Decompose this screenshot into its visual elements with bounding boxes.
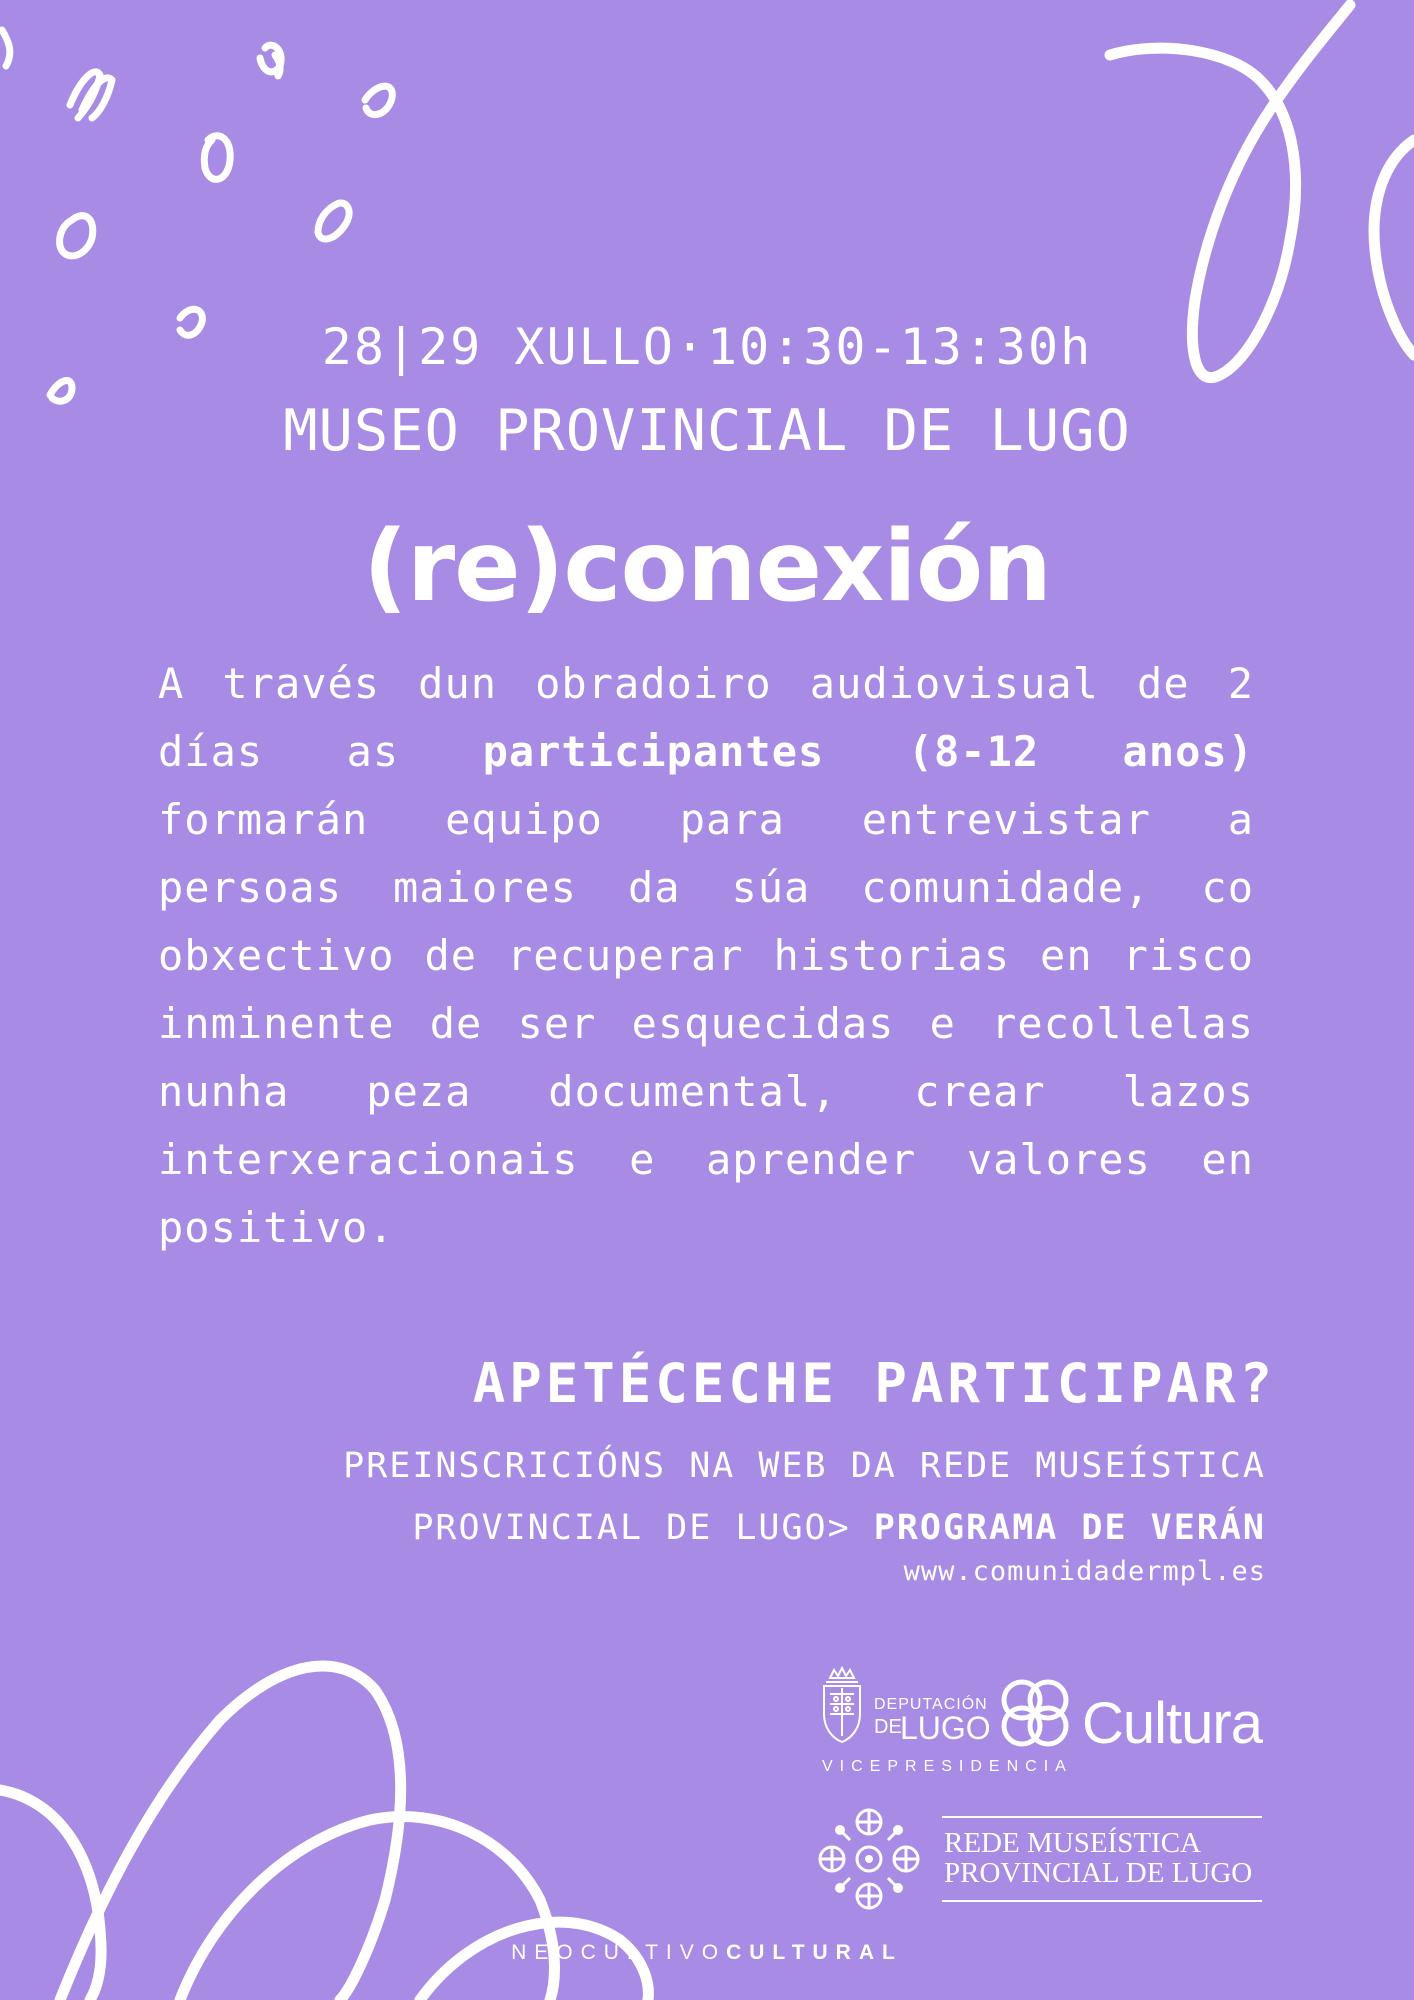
rosette-emblem-icon — [810, 1800, 928, 1918]
deputacion-de-label: DE — [874, 1716, 902, 1738]
rede-bottom-rule — [942, 1900, 1262, 1902]
prereg-text: PREINSCRICIÓNS NA WEB DA REDE MUSEÍSTICA PROVINCIAL DE LUGO> — [343, 1446, 1266, 1548]
vicepresidencia-label: VICEPRESIDENCIA — [822, 1758, 1073, 1775]
footer-brand-bold: CULTURAL — [726, 1941, 903, 1964]
event-date-time: 28|29 XULLO·10:30-13:30h — [321, 318, 1093, 376]
rede-name — [944, 1828, 1252, 1888]
program-link[interactable]: PROGRAMA DE VERÁN — [873, 1508, 1266, 1548]
rede-line-2: PROVINCIAL DE LUGO — [944, 1857, 1253, 1889]
deputacion-label: DEPUTACIÓN — [874, 1696, 988, 1713]
description-part-2: formarán equipo para entrevistar a persoas maiores da súa comunidade, co obxectivo de recuperar historias en risco inminente de ser esquecidas e recollelas nunha peza documental, crear lazos interxeracionais e aprender valores en positivo. — [158, 795, 1254, 1252]
event-title: (re)conexión — [363, 510, 1051, 624]
coat-of-arms-icon — [816, 1666, 868, 1746]
event-venue: MUSEO PROVINCIAL DE LUGO — [283, 398, 1131, 464]
footer-brand-light: NEOCULTIVO — [511, 1941, 727, 1964]
event-description — [158, 650, 1254, 1262]
website-link[interactable]: www.comunidadermpl.es — [903, 1556, 1266, 1587]
cultura-label: Cultura — [1082, 1691, 1262, 1756]
cta-question: APETÉCECHE PARTICIPAR? — [472, 1352, 1276, 1415]
description-highlight: participantes (8-12 anos) — [482, 727, 1254, 776]
celtic-knot-icon — [996, 1674, 1074, 1752]
rede-line-1: REDE MUSEÍSTICA — [944, 1827, 1201, 1859]
footer-brand — [0, 1941, 1414, 1965]
rede-top-rule — [942, 1816, 1262, 1818]
deputacion-lugo-label: LUGO — [900, 1710, 991, 1746]
description-part-1: A través dun obradoiro audiovisual de 2 días as — [158, 659, 1254, 776]
preregistration-info — [166, 1435, 1266, 1559]
